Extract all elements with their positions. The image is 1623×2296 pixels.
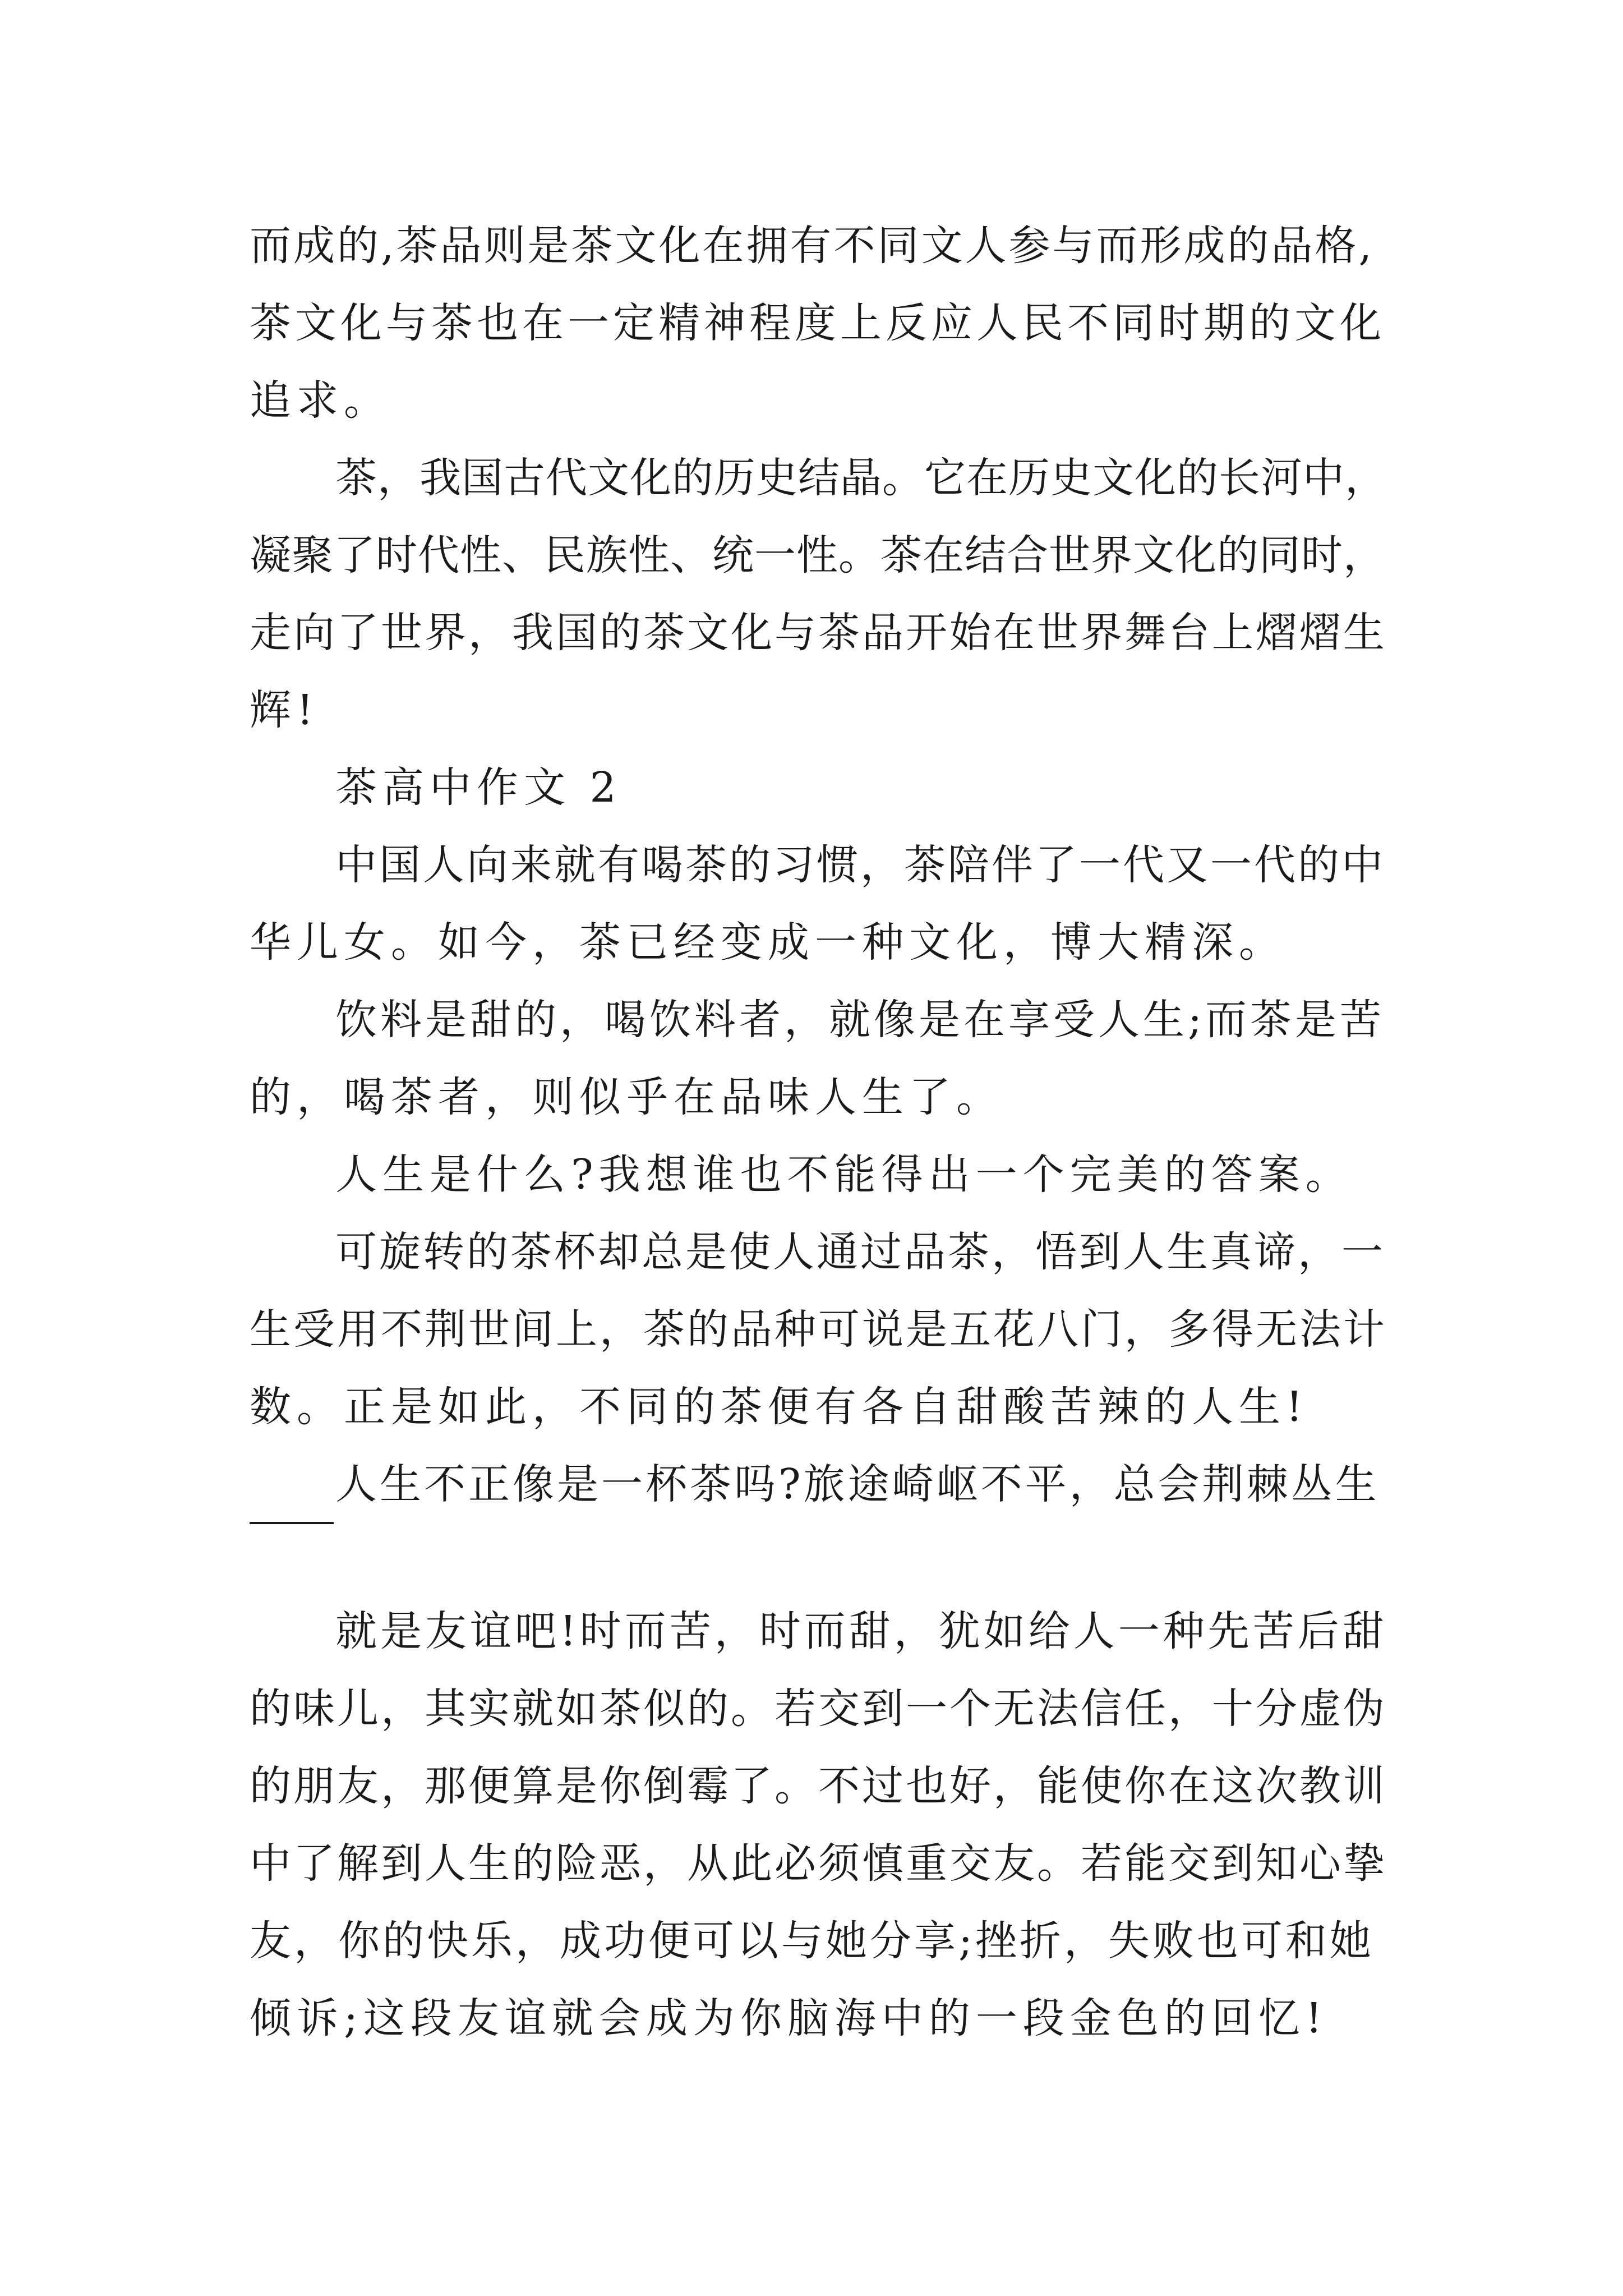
text-line: 的味儿，其实就如茶似的。若交到一个无法信任，十分虚伪 [250, 1685, 1387, 1733]
text-line: 就是友谊吧!时而苦，时而甜，犹如给人一种先苦后甜 [335, 1607, 1387, 1655]
text-line: 走向了世界，我国的茶文化与茶品开始在世界舞台上熠熠生 [250, 609, 1387, 657]
text-line: 茶文化与茶也在一定精神程度上反应人民不同时期的文化 [250, 299, 1385, 347]
text-line: 辉! [250, 686, 319, 734]
text-line: 的，喝茶者，则似乎在品味人生了。 [250, 1073, 1003, 1121]
text-line: 华儿女。如今，茶已经变成一种文化，博大精深。 [250, 918, 1286, 967]
text-line: 可旋转的茶杯却总是使人通过品茶，悟到人生真谛，一 [335, 1228, 1385, 1276]
em-dash-rule [250, 1522, 334, 1524]
text-line: 凝聚了时代性、民族性、统一性。茶在结合世界文化的同时， [250, 531, 1385, 579]
text-line: 人生不正像是一杯茶吗?旅途崎岖不平，总会荆棘丛生 [335, 1460, 1380, 1508]
text-line: 中国人向来就有喝茶的习惯，茶陪伴了一代又一代的中 [335, 841, 1385, 889]
text-line: 的朋友，那便算是你倒霉了。不过也好，能使你在这次教训 [250, 1762, 1387, 1810]
text-line: 数。正是如此，不同的茶便有各自甜酸苦辣的人生! [250, 1383, 1308, 1431]
text-line: 友，你的快乐，成功便可以与她分享;挫折，失败也可和她 [250, 1917, 1374, 1965]
text-line: 人生是什么?我想谁也不能得出一个完美的答案。 [335, 1151, 1353, 1199]
text-line: 追求。 [250, 376, 391, 425]
text-line: 而成的,茶品则是茶文化在拥有不同文人参与而形成的品格, [250, 222, 1375, 270]
text-line: 生受用不荆世间上，茶的品种可说是五花八门，多得无法计 [250, 1305, 1387, 1354]
text-line: 倾诉;这段友谊就会成为你脑海中的一段金色的回忆! [250, 1994, 1328, 2042]
text-line: 饮料是甜的，喝饮料者，就像是在享受人生;而茶是苦 [335, 996, 1385, 1044]
text-line: 茶，我国古代文化的历史结晶。它在历史文化的长河中， [335, 454, 1387, 502]
text-line: 中了解到人生的险恶，从此必须慎重交友。若能交到知心挚 [250, 1839, 1387, 1888]
section-heading: 茶高中作文 2 [335, 763, 622, 812]
